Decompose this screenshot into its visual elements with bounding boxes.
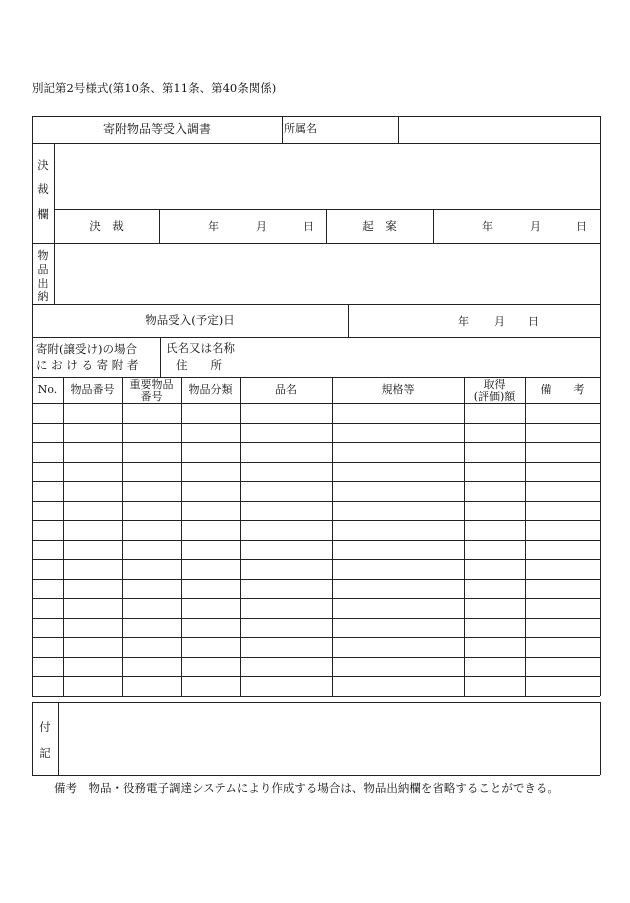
col-header-name: 品名	[275, 382, 297, 396]
draft-date-day: 日	[576, 220, 587, 233]
donor-name-label: 氏名又は名称	[166, 341, 235, 355]
table-row	[32, 696, 600, 697]
table-row	[32, 637, 600, 638]
affiliation-label: 所属名	[284, 122, 317, 136]
table-column-line	[122, 377, 123, 696]
table-column-line	[464, 377, 465, 696]
donor-address-field[interactable]	[240, 357, 598, 375]
donor-name-field[interactable]	[240, 339, 598, 356]
document-name: 寄附物品等受入調書	[102, 121, 211, 136]
receipt-date-year: 年	[458, 315, 469, 328]
table-row	[32, 676, 600, 677]
attachment-field[interactable]	[59, 703, 599, 774]
table-row	[32, 657, 600, 658]
decision-label: 決 裁	[89, 218, 124, 233]
receipt-date-day: 日	[528, 315, 539, 328]
form-title: 別記第2号様式(第10条、第11条、第40条関係)	[32, 81, 277, 95]
table-row	[32, 579, 600, 580]
attachment-section-label: 付 記	[39, 720, 51, 761]
affiliation-field[interactable]	[400, 117, 598, 142]
decision-date-year: 年	[208, 220, 219, 233]
draft-date-year: 年	[482, 220, 493, 233]
decision-date-month: 月	[256, 220, 267, 233]
col-header-remarks: 備 考	[540, 382, 585, 396]
draft-label: 起 案	[362, 218, 397, 233]
col-header-important-number: 重要物品 番号	[129, 378, 174, 403]
goods-io-stamp-area[interactable]	[55, 244, 599, 303]
approval-section-label: 決 裁 欄	[37, 158, 49, 221]
table-column-line	[181, 377, 182, 696]
table-column-line	[32, 377, 33, 696]
table-column-line	[332, 377, 333, 696]
col-header-item-number: 物品番号	[70, 382, 115, 396]
draft-date-month: 月	[530, 220, 541, 233]
table-row	[32, 598, 600, 599]
table-row	[32, 618, 600, 619]
receipt-date-month: 月	[494, 315, 505, 328]
table-column-line	[600, 377, 601, 696]
col-header-acquisition-cost: 取得 (評価)額	[473, 378, 516, 403]
table-row	[32, 540, 600, 541]
col-header-category: 物品分類	[188, 382, 233, 396]
donor-label-line2: に お け る 寄 附 者	[36, 358, 139, 372]
table-row	[32, 481, 600, 482]
table-column-line	[63, 377, 64, 696]
goods-io-section-label: 物 品 出 納	[37, 249, 49, 304]
col-header-spec: 規格等	[381, 382, 415, 396]
footnote: 備考 物品・役務電子調達システムにより作成する場合は、物品出納欄を省略することができる。	[54, 781, 559, 795]
table-row	[32, 462, 600, 463]
donor-address-label: 住 所	[176, 358, 222, 372]
donor-label-line1: 寄附(譲受け)の場合	[36, 342, 137, 356]
table-row	[32, 520, 600, 521]
col-header-no: No.	[37, 382, 58, 396]
table-row	[32, 442, 600, 443]
decision-date-day: 日	[303, 220, 314, 233]
table-column-line	[240, 377, 241, 696]
approval-stamp-area[interactable]	[55, 144, 564, 208]
receipt-date-label: 物品受入(予定)日	[145, 313, 235, 328]
table-column-line	[525, 377, 526, 696]
table-row	[32, 501, 600, 502]
table-row	[32, 559, 600, 560]
table-row	[32, 423, 600, 424]
